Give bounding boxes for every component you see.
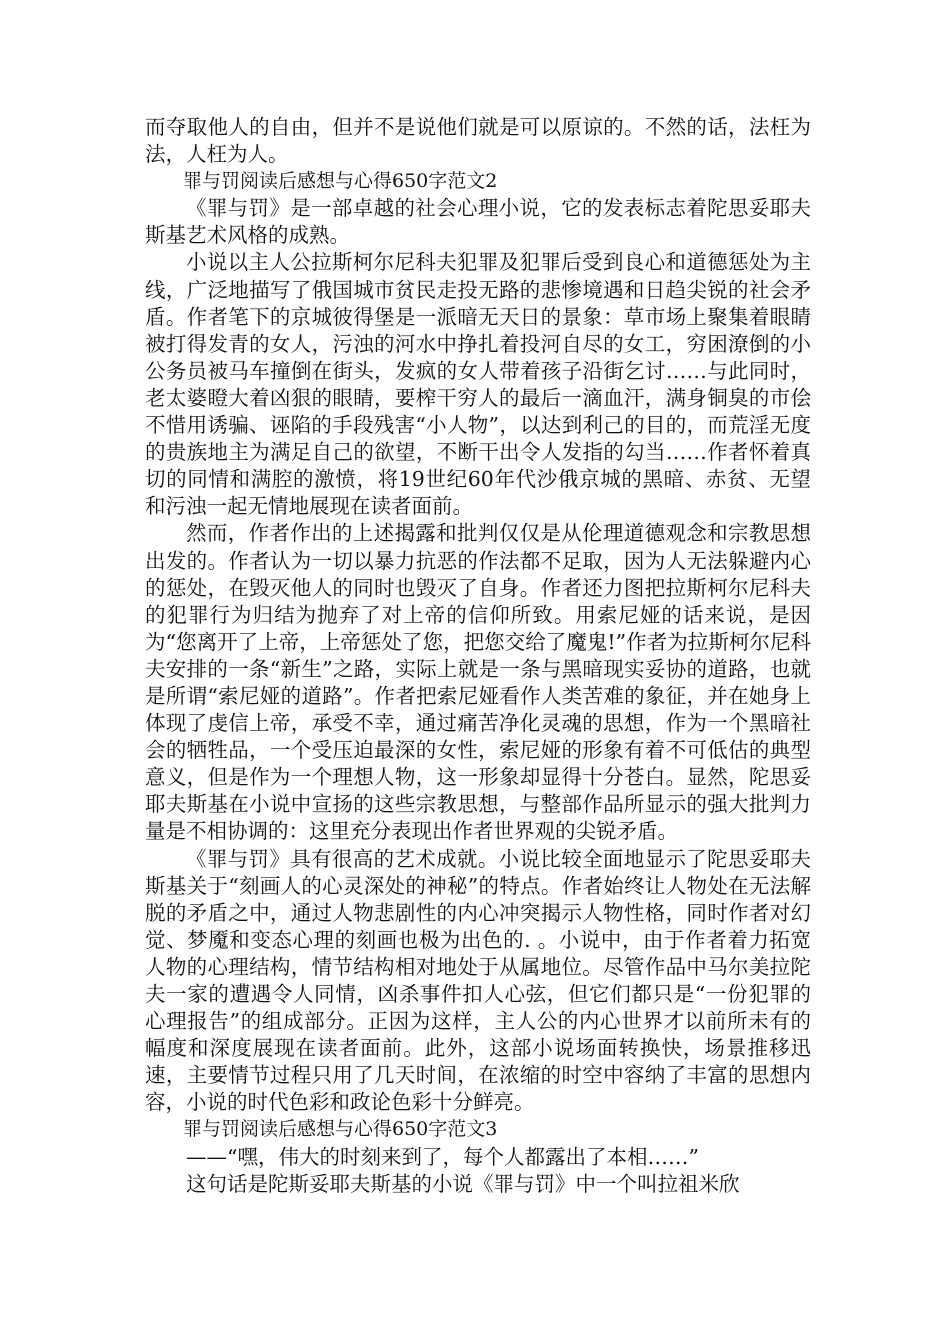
section-heading-2: 罪与罚阅读后感想与心得650字范文2	[183, 170, 498, 193]
paragraph-art: 《罪与罚》具有很高的艺术成就。小说比较全面地显示了陀思妥耶夫斯基关于“刻画人的心灵深处的神秘”的特点。作者始终让人物处在无法解脱的矛盾之中，通过人物悲剧性的内心冲突揭示人物性格，同时作者对幻觉、梦魇和变态心理的刻画也极为出色的. 。小说中，由于作者着力拓宽人物的心理结构，情节结构相对地处于从属地位。尽管作品中马尔美拉陀夫一家的遭遇令人同情，凶杀事件扣人心弦，但它们都只是“一份犯罪的心理报告”的组成部分。正因为这样，主人公的内心世界才以前所未有的幅度和深度展现在读者面前。此外，这部小说场面转换快，场景推移迅速，主要情节过程只用了几天时间，在浓缩的时空中容纳了丰富的思想内容，小说的时代色彩和政论色彩十分鲜亮。	[145, 846, 811, 1115]
document-body	[145, 114, 811, 1198]
paragraph-final: 这句话是陀斯妥耶夫斯基的小说《罪与罚》中一个叫拉祖米欣	[186, 1171, 740, 1196]
paragraph-plot: 小说以主人公拉斯柯尔尼科夫犯罪及犯罪后受到良心和道德惩处为主线，广泛地描写了俄国城市贫民走投无路的悲惨境遇和日趋尖锐的社会矛盾。作者笔下的京城彼得堡是一派暗无天日的景象：草市场上聚集着眼睛被打得发青的女人，污浊的河水中挣扎着投河自尽的女工，穷困潦倒的小公务员被马车撞倒在街头，发疯的女人带着孩子沿街乞讨……与此同时，老太婆瞪大着凶狠的眼睛，要榨干穷人的最后一滴血汗，满身铜臭的市侩不惜用诱骗、诬陷的手段残害“小人物”，以达到利己的目的，而荒淫无度的贵族地主为满足自己的欲望，不断干出令人发指的勾当……作者怀着真切的同情和满腔的激愤，将19世纪60年代沙俄京城的黑暗、赤贫、无望和污浊一起无情地展现在读者面前。	[145, 250, 811, 519]
paragraph-quote: ——“嘿，伟大的时刻来到了，每个人都露出了本相……”	[186, 1144, 699, 1169]
continuation-paragraph: 而夺取他人的自由，但并不是说他们就是可以原谅的。不然的话，法枉为法，人枉为人。	[145, 115, 811, 167]
paragraph-intro: 《罪与罚》是一部卓越的社会心理小说，它的发表标志着陀思妥耶夫斯基艺术风格的成熟。	[145, 196, 811, 248]
section-heading-3: 罪与罚阅读后感想与心得650字范文3	[183, 1118, 498, 1141]
paragraph-critique: 然而，作者作出的上述揭露和批判仅仅是从伦理道德观念和宗教思想出发的。作者认为一切以暴力抗恶的作法都不足取，因为人无法躲避内心的惩处，在毁灭他人的同时也毁灭了自身。作者还力图把拉斯柯尔尼科夫的犯罪行为归结为抛弃了对上帝的信仰所致。用索尼娅的话来说，是因为“您离开了上帝，上帝惩处了您，把您交给了魔鬼!”作者为拉斯柯尔尼科夫安排的一条“新生”之路，实际上就是一条与黑暗现实妥协的道路，也就是所谓“索尼娅的道路”。作者把索尼娅看作人类苦难的象征，并在她身上体现了虔信上帝，承受不幸，通过痛苦净化灵魂的思想，作为一个黑暗社会的牺牲品，一个受压迫最深的女性，索尼娅的形象有着不可低估的典型意义，但是作为一个理想人物，这一形象却显得十分苍白。显然，陀思妥耶夫斯基在小说中宣扬的这些宗教思想，与整部作品所显示的强大批判力量是不相协调的：这里充分表现出作者世界观的尖锐矛盾。	[145, 521, 811, 844]
